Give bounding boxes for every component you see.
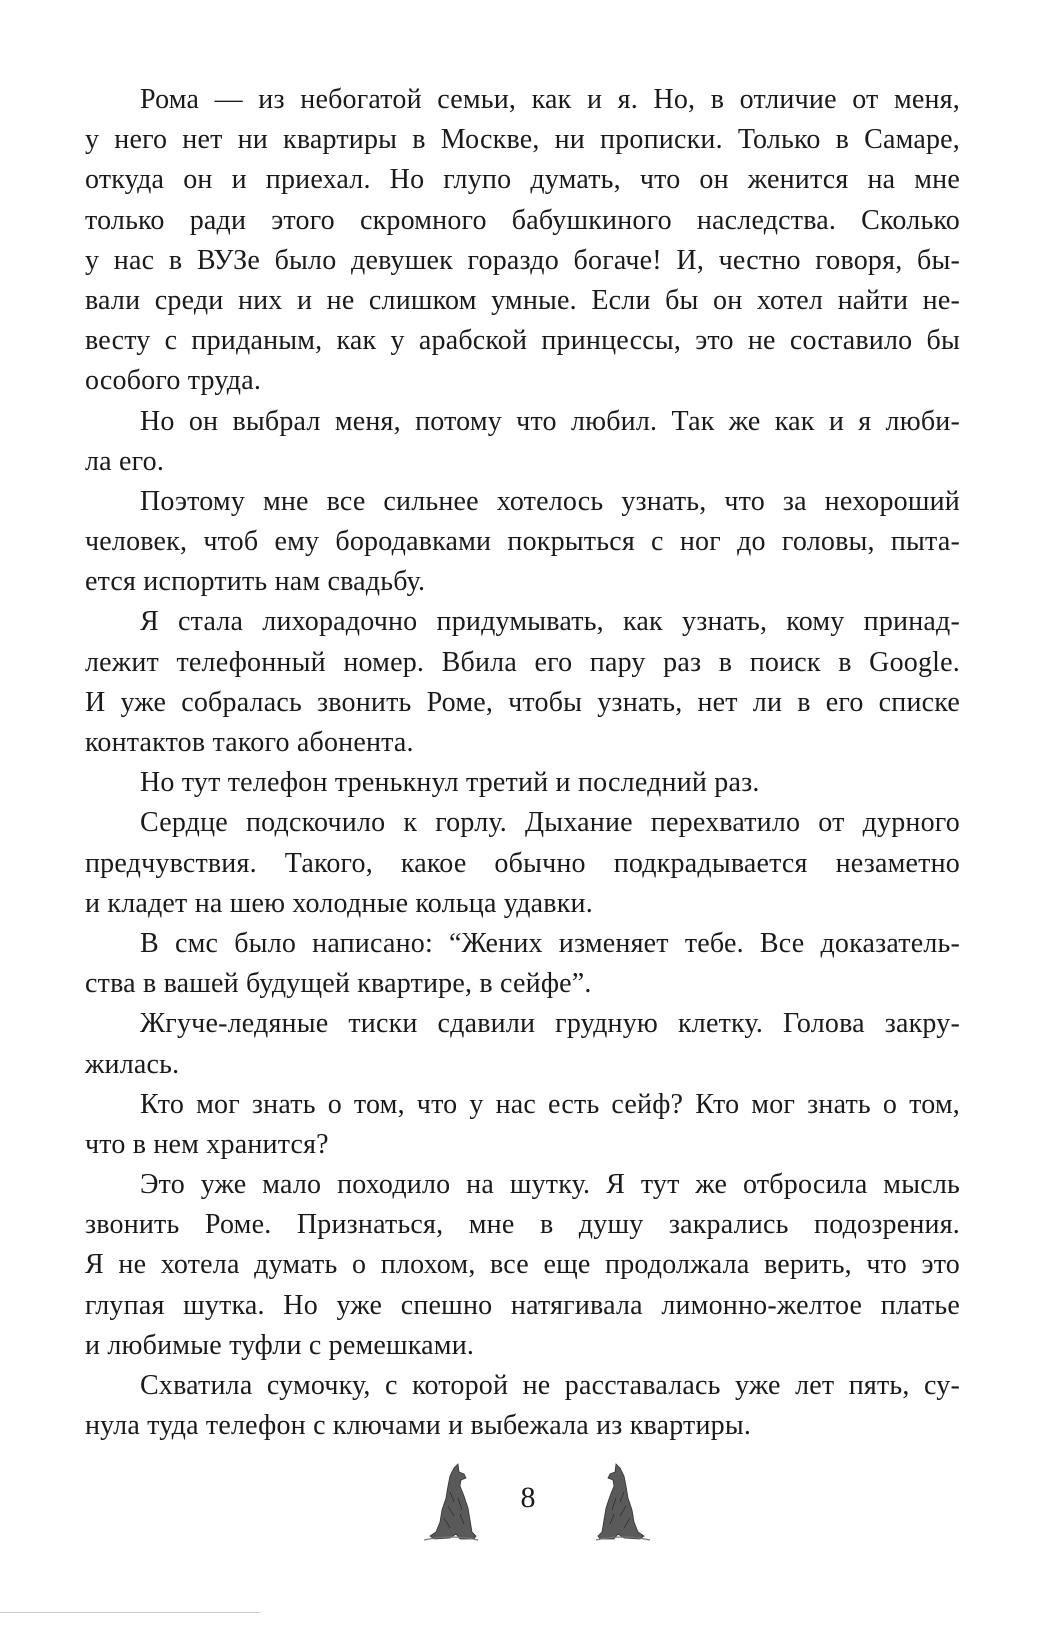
- text-line: Схватила сумочку, с которой не расставалась уже лет пять, су-: [140, 1370, 960, 1401]
- body-text: [85, 80, 960, 1446]
- text-line: глупая шутка. Но уже спешно натягивала лимонно-желтое платье: [85, 1289, 960, 1321]
- text-line: нула туда телефон с ключами и выбежала из квартиры.: [85, 1410, 752, 1442]
- text-line: Жгуче-ледяные тиски сдавили грудную клетку. Голова закру-: [140, 1008, 960, 1040]
- text-line: Поэтому мне все сильнее хотелось узнать, что за нехороший: [140, 485, 960, 517]
- text-line: Сердце подскочило к горлу. Дыхание перехватило от дурного: [140, 807, 960, 839]
- text-line: только ради этого скромного бабушкиного наследства. Сколько: [85, 204, 960, 236]
- text-line: Я не хотела думать о плохом, все еще продолжала верить, что это: [85, 1249, 960, 1281]
- text-line: Но тут телефон тренькнул третий и последний раз.: [140, 767, 760, 799]
- text-line: звонить Роме. Признаться, мне в душу закрались подозрения.: [85, 1209, 960, 1241]
- text-line: И уже собралась звонить Роме, чтобы узнать, нет ли в его списке: [85, 686, 960, 718]
- text-line: особого труда.: [85, 365, 262, 397]
- text-line: Это уже мало походило на шутку. Я тут же отбросила мысль: [140, 1169, 960, 1201]
- text-line: Но он выбрал меня, потому что любил. Так же как и я люби-: [140, 405, 960, 437]
- page-number: 8: [520, 1481, 536, 1514]
- text-line: В смс было написано: “Жених изменяет тебе. Все доказатель-: [140, 927, 960, 959]
- text-line: лежит телефонный номер. Вбила его пару раз в поиск в Google.: [85, 646, 960, 678]
- text-line: у нас в ВУЗе было девушек гораздо богаче! И, честно говоря, бы-: [85, 244, 960, 276]
- text-line: у него нет ни квартиры в Москве, ни прописки. Только в Самаре,: [85, 124, 960, 156]
- text-line: человек, чтоб ему бородавками покрыться с ног до головы, пыта-: [85, 526, 960, 558]
- text-line: ства в вашей будущей квартире, в сейфе”.: [85, 968, 592, 1000]
- text-line: Кто мог знать о том, что у нас есть сейф? Кто мог знать о том,: [140, 1088, 960, 1120]
- text-line: вали среди них и не слишком умные. Если бы он хотел найти не-: [85, 284, 960, 316]
- text-line: контактов такого абонента.: [85, 727, 414, 758]
- text-line: Я стала лихорадочно придумывать, как узнать, кому принад-: [140, 606, 960, 638]
- wolf-icon: [420, 1462, 482, 1542]
- text-line: Рома — из небогатой семьи, как и я. Но, в отличие от меня,: [140, 84, 960, 115]
- text-line: что в нем хранится?: [85, 1128, 329, 1160]
- text-line: жилась.: [85, 1048, 180, 1080]
- text-line: весту с приданым, как у арабской принцессы, это не составило бы: [85, 325, 960, 357]
- wolf-icon: [592, 1462, 654, 1542]
- text-line: предчувствия. Такого, какое обычно подкрадывается незаметно: [85, 847, 960, 879]
- bottom-rule: [0, 1612, 260, 1613]
- text-line: ла его.: [85, 445, 165, 477]
- text-line: откуда он и приехал. Но глупо думать, что он женится на мне: [85, 164, 960, 196]
- page-footer: [0, 1462, 1056, 1542]
- text-line: и любимые туфли с ремешками.: [85, 1329, 475, 1361]
- text-line: ется испортить нам свадьбу.: [85, 566, 426, 598]
- text-line: и кладет на шею холодные кольца удавки.: [85, 887, 593, 919]
